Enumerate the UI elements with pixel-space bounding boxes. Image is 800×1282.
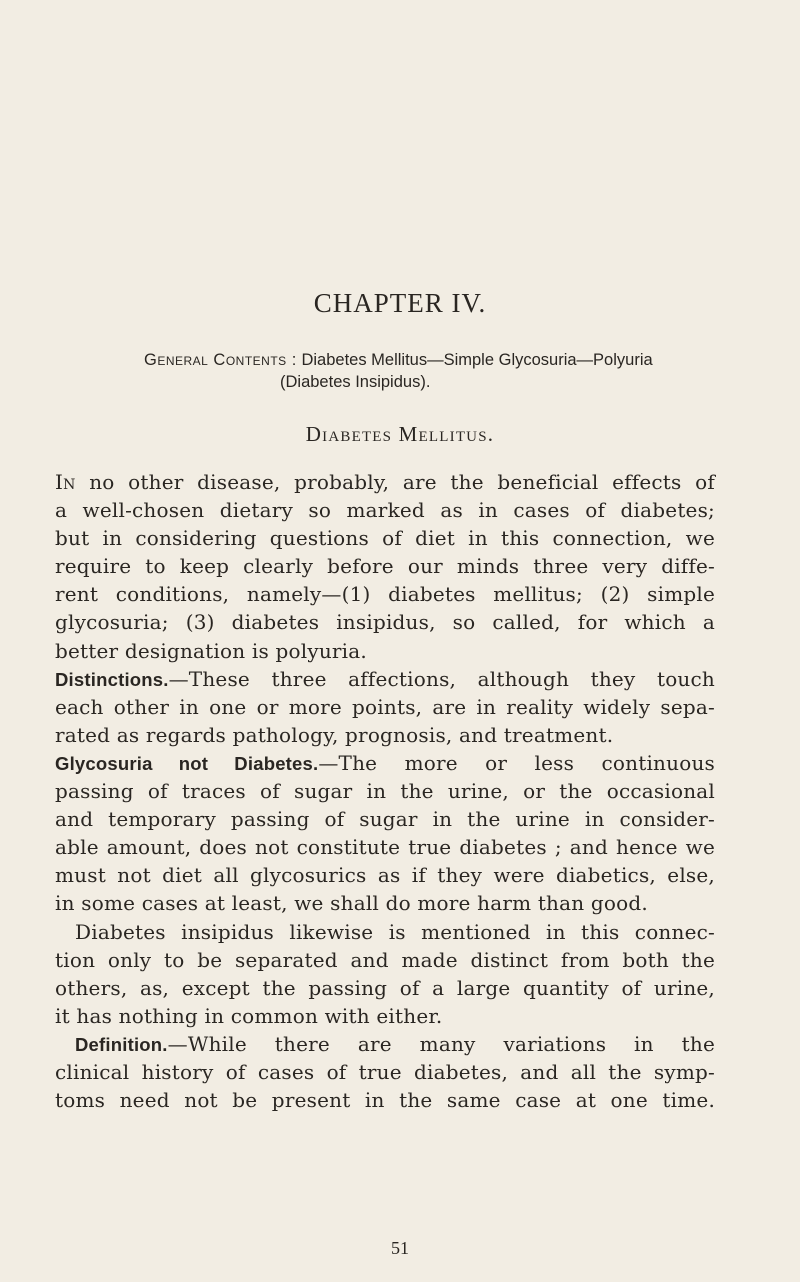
general-contents-text-2: (Diabetes Insipidus). xyxy=(280,373,431,391)
text-line: —While there are many variations in the xyxy=(167,1031,715,1056)
intro-line-4: require to keep clearly before our minds three very diffe- xyxy=(55,554,715,579)
intro-line-3: but in considering questions of diet in this connection, we xyxy=(55,526,715,551)
intro-line-6: glycosuria; (3) diabetes insipidus, so called, for which a xyxy=(55,610,715,635)
glycosuria-line-6: in some cases at least, we shall do more harm than good. xyxy=(55,891,648,916)
glycosuria-line-3: and temporary passing of sugar in the urine in consider- xyxy=(55,807,715,832)
insipidus-line-4: it has nothing in common with either. xyxy=(55,1003,443,1028)
definition-line-1 xyxy=(55,1030,715,1058)
body-text xyxy=(55,468,715,1114)
text-line: —The more or less continuous xyxy=(318,750,715,775)
general-contents xyxy=(144,349,764,393)
text-line: —These three affections, although they touch xyxy=(168,666,715,691)
distinctions-heading: Distinctions. xyxy=(55,668,169,690)
intro-line-7: better designation is polyuria. xyxy=(55,638,367,663)
distinctions-line-2: each other in one or more points, are in reality widely sepa- xyxy=(55,694,715,719)
distinctions-line-1 xyxy=(55,665,715,693)
definition-line-2: clinical history of cases of true diabetes, and all the symp- xyxy=(55,1059,715,1084)
general-contents-text-1: Diabetes Mellitus—Simple Glycosuria—Polyuria xyxy=(301,351,653,369)
glycosuria-line-2: passing of traces of sugar in the urine, or the occasional xyxy=(55,779,715,804)
intro-line-1 xyxy=(55,468,715,496)
intro-line-5: rent conditions, namely—(1) diabetes mellitus; (2) simple xyxy=(55,582,715,607)
glycosuria-heading: Glycosuria not Diabetes. xyxy=(55,752,319,774)
insipidus-line-2: tion only to be separated and made distinct from both the xyxy=(55,947,715,972)
definition-line-3: toms need not be present in the same case at one time. xyxy=(55,1088,715,1113)
intro-line-2: a well-chosen dietary so marked as in cases of diabetes; xyxy=(55,498,715,523)
dropcap: In xyxy=(55,470,76,494)
glycosuria-line-5: must not diet all glycosurics as if they were diabetics, else, xyxy=(55,863,715,888)
definition-heading: Definition. xyxy=(75,1033,168,1055)
page-number: 51 xyxy=(391,1238,409,1258)
insipidus-line-1: Diabetes insipidus likewise is mentioned in this connec- xyxy=(75,919,715,944)
text-line: no other disease, probably, are the beneficial effects of xyxy=(75,470,715,494)
general-contents-label: General Contents : xyxy=(144,351,297,369)
glycosuria-line-4: able amount, does not constitute true diabetes ; and hence we xyxy=(55,835,715,860)
glycosuria-line-1 xyxy=(55,749,715,777)
distinctions-line-3: rated as regards pathology, prognosis, and treatment. xyxy=(55,722,614,747)
chapter-title: CHAPTER IV. xyxy=(313,288,487,318)
section-title: Diabetes Mellitus. xyxy=(305,422,495,446)
insipidus-line-3: others, as, except the passing of a large quantity of urine, xyxy=(55,975,715,1000)
